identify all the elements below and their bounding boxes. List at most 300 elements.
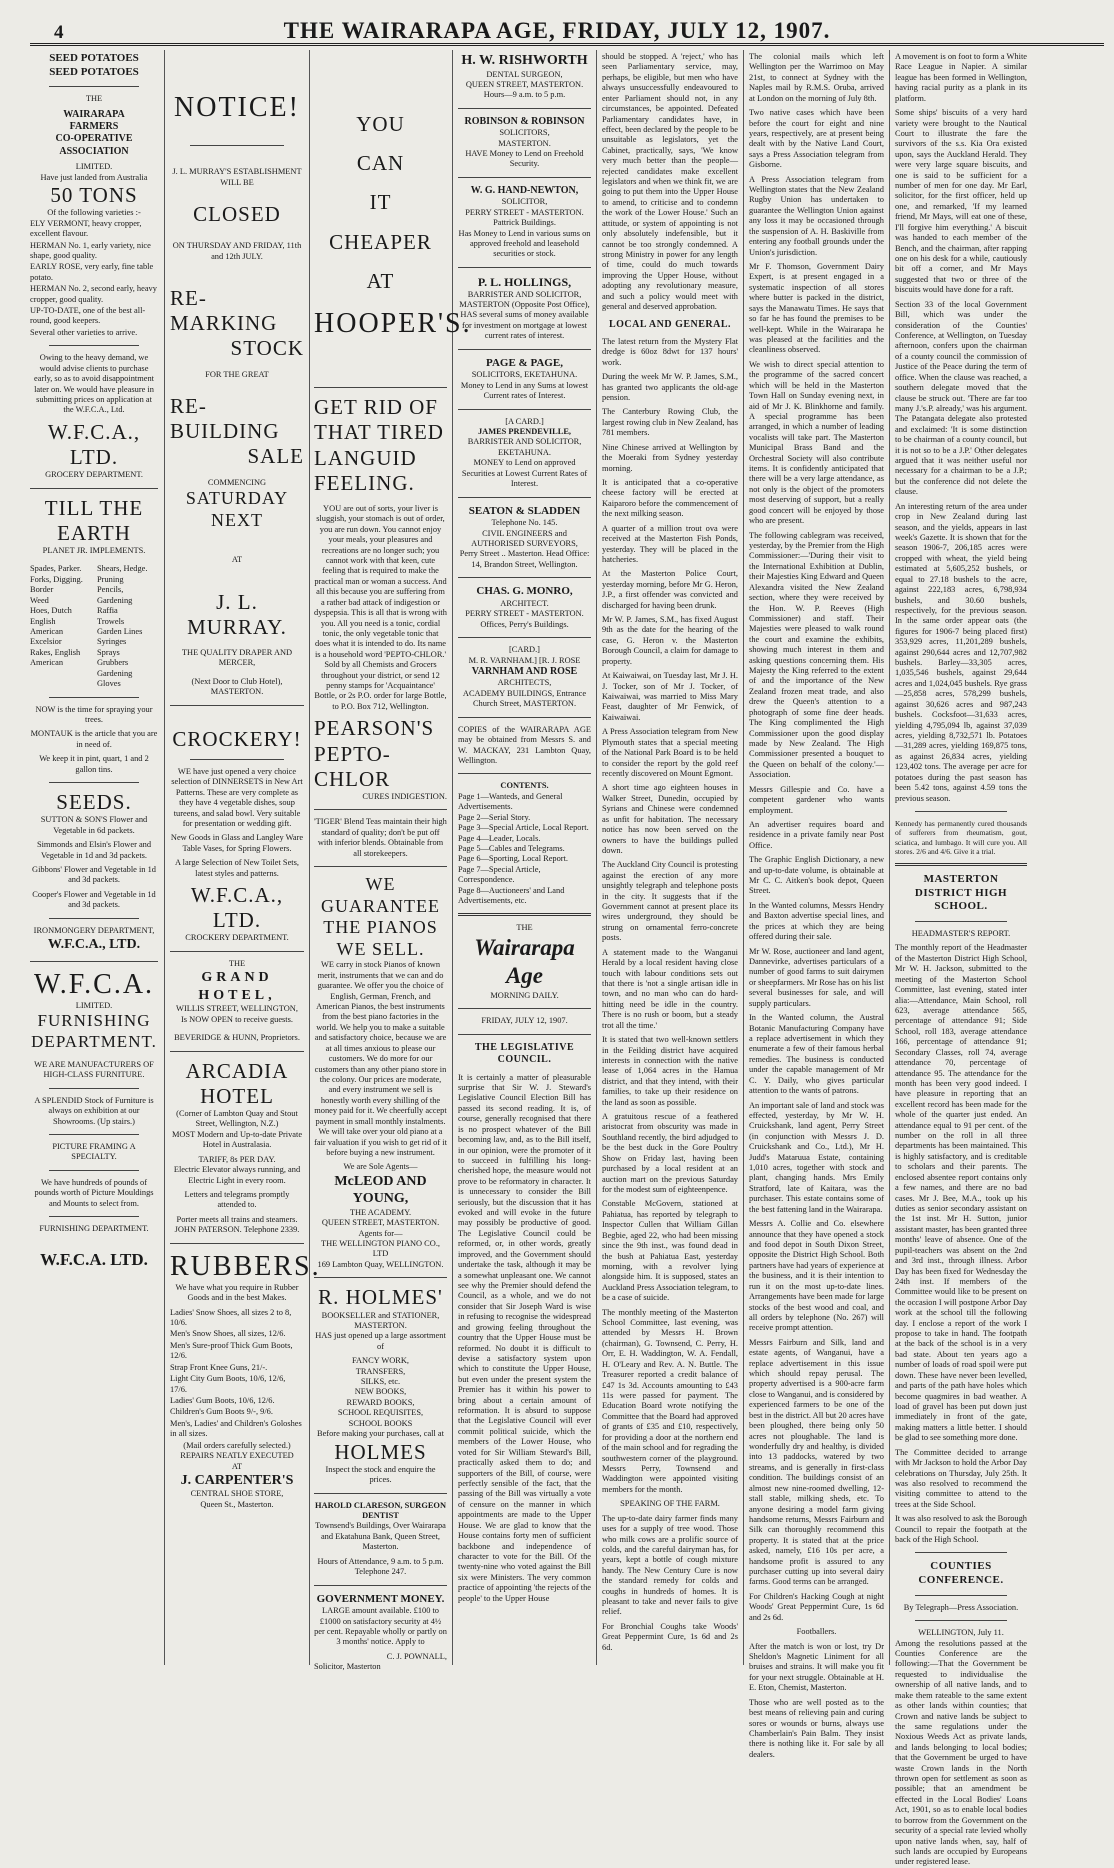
ad-heading: GET RID OF THAT TIRED LANGUID FEELING. [314, 395, 444, 495]
contents-heading: CONTENTS. [500, 781, 549, 791]
ad-heading: NOTICE! [174, 92, 300, 123]
list-item: Page 3—Special Article, Local Report. [458, 823, 589, 833]
list-item: Syringes [97, 637, 127, 647]
list-item: Shears, Hedge. [97, 564, 148, 574]
card-text: SOLICITOR, [501, 197, 548, 207]
divider [458, 349, 591, 350]
card-text: Hours—9 a.m. to 5 p.m. [483, 90, 566, 100]
list-item: Several other varieties to arrive. [30, 327, 138, 337]
wfca-potatoes-ad [30, 52, 158, 481]
ad-text: Solicitor, Masterton [314, 1662, 381, 1672]
card-hand-newton [458, 185, 591, 260]
ad-heading: SALE [247, 444, 304, 469]
news-item: A statement made to the Wanganui Herald by a local resident having close touch with labour conditions sets out that there is 'not a single artisan idle in town, and no man who can do hard-hitting need be idle in the country. There is no rush or boom, but a steady trot all the time.' [602, 947, 738, 1030]
ad-heading: FARMERS [69, 121, 119, 133]
ad-text: HAS just opened up a large assortment of [315, 1331, 446, 1351]
news-item: It is stated that two well-known settlers in the Feilding district have acquired interests in connection with the native lease of 1,064 acres in the Hamua district, and that they intend, with their families, to take up their residence on the land as soon as possible. [602, 1035, 738, 1107]
news-item: It was also resolved to ask the Borough Council to repair the footpath at the back of the High School. [895, 1514, 1027, 1545]
column-3-advertisements [314, 52, 472, 1672]
divider [915, 921, 1007, 922]
column-rule [596, 50, 597, 1665]
ad-heading: CLOSED [193, 202, 281, 227]
news-item: Mr W. Rose, auctioneer and land agent, Dannevirke, advertises particulars of a number of good farms to suit dairymen or sheepfarmers. Mr Rose has on his list several businesses for sale, and will supply particulars. [749, 946, 884, 1008]
leader-heading: THE LEGISLATIVE COUNCIL. [474, 1041, 575, 1066]
ad-text: GROCERY DEPARTMENT. [45, 470, 143, 480]
card-monro [458, 585, 591, 630]
list-item: Forks, Digging. [30, 574, 83, 584]
ad-heading: HOLMES [334, 1439, 427, 1464]
ad-text: WE have just opened a very choice selection of DINNERSETS in New Art Patterns. These are very complete as they have 4 vegetable dishes, soup tureens, and salad bowl. Very suitable for presentation or wedding gift. [171, 766, 303, 828]
ad-heading: W.F.C.A., LTD. [47, 937, 141, 953]
ad-text: New Goods in Glass and Langley Ware Table Vases, for Spring Flowers. [170, 833, 304, 853]
ad-text: Inspect the stock and enquire the prices. [325, 1464, 436, 1485]
ad-text: NOW is the time for spraying your trees. [35, 704, 153, 724]
ad-text: We keep it in pint, quart, 1 and 2 gallon tins. [39, 754, 149, 774]
grand-hotel-ad [170, 959, 304, 1044]
divider [458, 108, 591, 109]
ad-heading: J. L. MURRAY. [187, 589, 287, 639]
list-item: NEW BOOKS, [354, 1387, 407, 1397]
divider [314, 1493, 447, 1494]
news-item: The colonial mails which left Wellington per the Warrimoo on May 21st, to connect at Sydney with the Naples mail by R.M.S. Oruba, arrived at London on the morning of July 8th. [749, 52, 884, 103]
list-item: Men's, Ladies' and Children's Goloshes in all sizes. [170, 1418, 302, 1439]
list-item: Sprays [97, 647, 120, 657]
card-page [458, 357, 591, 402]
divider [458, 717, 591, 718]
holmes-ad [314, 1285, 447, 1485]
ad-text: Have just landed from Australia [40, 172, 148, 182]
ad-text: We have hundreds of pounds of pounds worth of Picture Mouldings and Mounts to select from. [34, 1177, 154, 1208]
ad-text: TARIFF, 8s PER DAY. [198, 1154, 276, 1164]
ad-text: CURES INDIGESTION. [362, 791, 447, 801]
paper-nameplate [458, 923, 591, 1001]
ad-text: LIMITED. [75, 1000, 113, 1010]
list-item: Pruning [97, 574, 124, 584]
masthead-rule [30, 43, 1104, 46]
ad-text: (Next Door to Club Hotel), MASTERTON. [191, 676, 283, 697]
card-text: Has Money to Lend in various sums on approved freehold and leasehold securities or stock. [458, 228, 591, 259]
rubber-goods-list [170, 1308, 304, 1440]
card-text: PERRY STREET - MASTERTON. Offices, Perry's Buildings. [465, 609, 584, 629]
column-rule [452, 50, 453, 1665]
list-item: Weed [30, 595, 49, 605]
divider [49, 1216, 139, 1217]
ad-text: Simmonds and Elsin's Flower and Vegetable in 1d and 3d packets. [36, 840, 152, 860]
divider [190, 145, 284, 146]
ad-heading: WAIRARAPA [63, 108, 125, 120]
news-item: It is anticipated that a co-operative cheese factory will be erected at Kaiparoro before the commencement of the next milking season. [602, 478, 738, 519]
tools-left [30, 564, 91, 689]
divider [170, 951, 304, 952]
divider [458, 267, 591, 268]
card-heading: ROBINSON & ROBINSON [464, 115, 585, 127]
local-general-heading: LOCAL AND GENERAL. [608, 318, 732, 330]
news-item: The monthly report of the Headmaster of the Masterton District High School, Mr W. H. Jackson, submitted to the meeting of the Masterton School Committee, last evening, stated inter alia:—Attendance, Main School, roll 623, average attendance 565, percentage of attendance 91; Side School, roll 183, average attendance 166, percentage of attendance 91; Secondary Classes, roll 74, average attendance 70, percentage of attendance 95. The attendance for the month has been very good indeed. I have pleasure in reporting that an excellent record has been made for the whole of the quarter just ended. An attendance equal to 91 per cent. of the number on the roll in all three departments has been maintained. This is highly satisfactory, and is creditable to scholars and their parents. The enclosed absentee report contains only a few names, and there are no bad cases. Mr J. Bee, M.A., took up his duties as senior secondary assistant on the 1st inst. Mr H. Sutton, junior assistant master, has been granted three months' leave of absence. One of the pupil-teachers was absent on the 2nd and 3rd inst., through illness. Arbor Day has been fixed for Wednesday the 24th inst. If members of the Committee would like to be present on the occasion I will postpone Arbor Day work at the school till the following day. I enclose a report of the work I propose to take in hand. The footpath at the back of the school is in a very bad state. About ten years ago a number of loads of road spoil were put down. These have never been levelled, and parts of the path have holes which become quagmires in bad weather. A load of gravel has been put down just immediately in front of the gate, making matters a little better. I should be glad to see something more done. [895, 943, 1027, 1443]
card-text: [CARD.] [509, 645, 540, 655]
divider [458, 409, 591, 410]
ad-heading: RE-MARKING [170, 286, 278, 336]
list-item: Page 5—Cables and Telegrams. [458, 843, 565, 853]
divider [458, 577, 591, 578]
card-varnham [458, 645, 591, 710]
card-robinson [458, 116, 591, 170]
list-item: Excelsior [30, 637, 62, 647]
ad-text: YOU are out of sorts, your liver is sluggish, your stomach is out of order, you are run down. You cannot enjoy your meals, your pleasures and recreations are no longer such; you cannot work with that keen, cute feeling that is required to make the practical man or woman a success. And all this because you are suffering from a rather bad attack of indigestion or dyspepsia. This is all that is wrong with you. All you need is a tonic, cordial tonic, the only vegetable tonic that does what it is intended to do. Its name is a household word 'PEPTO-CHLOR.' Sold by all Chemists and Grocers throughout your district, or send 12 penny stamps for 'Acquaintance' Bottle, or 2s P.O. order for large Bottle, to P.O. Box 712, Wellington. [314, 503, 447, 711]
divider [458, 913, 591, 916]
divider [314, 809, 447, 810]
ad-text: Owing to the heavy demand, we would advise clients to purchase early, so as to avoid disappointment later on. We would have pleasure in submitting prices on application at the W.F.C.A., Ltd. [34, 353, 154, 415]
ad-text: Before making your purchases, call at [317, 1429, 444, 1439]
list-item: Ladies' Snow Shoes, all sizes 2 to 8, 10/6. [170, 1307, 292, 1328]
news-item: A short time ago eighteen houses in Walker Street, Dunedin, occupied by Syrians and Chinese were condemned as unfit for habitation. The necessary notice has now been served on the owners to have the buildings pulled down. [602, 783, 738, 855]
card-hollings [458, 275, 591, 342]
card-text: ARCHITECT. [500, 598, 549, 608]
card-heading: VARNHAM AND ROSE [471, 666, 578, 678]
ad-text: THE [85, 94, 103, 104]
ad-heading: HOOPER'S. [314, 307, 472, 339]
ad-text: Is NOW OPEN to receive guests. [181, 1014, 293, 1024]
divider [314, 1277, 447, 1278]
list-item: FANCY WORK, [351, 1356, 410, 1366]
news-item: Constable McGovern, stationed at Pahiatua, has reported by telegraph to Inspector Cullen that William Gillan Begbie, aged 22, who had been missing since the 9th inst., was found dead in the bush at Pahiatua East, yesterday morning, with a revolver lying alongside him. It is supposed, states an Auckland Press Association telegram, to be a case of suicide. [602, 1199, 738, 1303]
ad-text: Of the following varieties :- [47, 208, 141, 218]
ad-heading: YOU [356, 112, 405, 136]
list-item: American [30, 658, 64, 668]
list-item: Rakes, English [30, 647, 81, 657]
card-text: CIVIL ENGINEERS and AUTHORISED SURVEYORS, [471, 528, 578, 549]
card-heading: H. W. RISHWORTH [461, 53, 588, 68]
card-text: PERRY STREET - MASTERTON. Pattrick Buildings. [465, 207, 584, 228]
telegraph-line: By Telegraph—Press Association. [903, 1602, 1019, 1612]
news-item: An interesting return of the area under crop in New Zealand during last season, and the yields, appears in last week's Gazette. It is shown that for the season 1906-7, 206,185 acres were cropped with wheat, the yield being estimated at 5,605,252 bushels, or equal to 27.18 bushels to the acre, against 222,183 acres, 6,798,934 bushels, and 30.60 bushels, respectively, for the previous season. In the same order appear oats (the figures for 1906-7 being placed first) 353,929 acres, 11,201,289 bushels, against 290,644 acres and 12,707,982 bushels. Barley—33,305 acres, 1,035,546 bushels, against 29,644 acres and 1,024,045 bushels. Rye grass—25,858 acres, 578,299 bushels, against 30,626 acres and 987,243 bushels. Cocksfoot—31,633 acres, yielding 4,795,094 lb, against 37,039 acres, yielding 8,732,571 lb. Potatoes—31,289 acres, yielding 169,875 tons, as against 26,834 acres, yielding 123,402 tons. The average per acre for potatoes during the past season has been 5.42 tons, against 4.59 tons the previous season. [895, 501, 1027, 803]
divider [895, 863, 1027, 866]
clareson-ad [314, 1501, 447, 1578]
news-item: Two native cases which have been before the court for eight and nine years, respectively, are at present being dealt with by the Native Land Court, says a Press Association telegram from Gisborne. [749, 108, 884, 170]
ad-text: C. J. POWNALL, [386, 1651, 447, 1661]
ad-heading: R. HOLMES' [318, 1285, 443, 1310]
ad-text: THE ACADEMY. [349, 1207, 412, 1217]
ad-text: Electric Elevator always running, and Electric Light in every room. [173, 1165, 301, 1185]
list-item: ELY VERMONT, heavy cropper, excellent flavour. [30, 218, 142, 239]
ad-text: Gibbons' Flower and Vegetable in 1d and 3d packets. [32, 864, 156, 885]
ad-heading: J. CARPENTER'S [180, 1472, 294, 1488]
ad-text: A SPLENDID Stock of Furniture is always on exhibition at our Showrooms. (Up stairs.) [34, 1095, 154, 1126]
ad-text: We are Sole Agents— [343, 1162, 418, 1172]
card-text: Money to Lend in any Sums at lowest Current rates of Interest. [460, 380, 589, 401]
news-item: The Committee decided to arrange with Mr Jackson to hold the Arbor Day celebrations on Thursday, July 25th. It was also resolved to recommend the visiting committee to attend to the trees at the Side School. [895, 1447, 1027, 1509]
news-item: Among the resolutions passed at the Counties Conference are the following:—That the Government be requested to individualise the ownership of all native lands, and to make them rateable to the same extent as other lands within counties; that Crown and native lands be subject to the same regulations under the Noxious Weeds Act as private lands, and lands belonging to local bodies; that the Government be urged to have waste Crown lands in the North thrown open for settlement as soon as possible; that an amendment be effected in the Local Bodies' Loans Act, 1901, so as to enable local bodies to borrow from the Government on the security of a special rate levied wholly upon native lands when, say, half of such lands are occupied by Europeans under registered lease. [895, 1638, 1027, 1867]
card-text: SOLICITORS, EKETAHUNA. [471, 370, 578, 380]
news-item: At Kaiwaiwai, on Tuesday last, Mr J. H. J. Tocker, son of Mr J. Tocker, of Kaiwaiwai, was married to Miss Mary Feast, daughter of Mr Fenwick, of Kaiwaiwai. [602, 671, 738, 722]
ad-heading: SEED POTATOES [49, 65, 139, 78]
ad-heading: IT [369, 190, 392, 215]
list-item: Hoes, Dutch [30, 606, 72, 616]
news-item: Messrs A. Collie and Co. elsewhere announce that they have opened a stock and food depot in South Dixon Street, opposite the District High School. Both partners have had years of experience at the business, and it is their intention to run it on the most up-to-date lines. Arrangements have been made for large stocks of the best wood and coal, and all orders by telephone (No. 267) will receive prompt attention. [749, 1219, 884, 1333]
divider [49, 782, 139, 783]
list-item: TRANSFERS, [355, 1366, 406, 1376]
divider [49, 1134, 139, 1135]
list-item: REWARD BOOKS, [346, 1397, 415, 1407]
ad-text: THE WELLINGTON PIANO CO., LTD [320, 1239, 441, 1259]
news-item: We wish to direct special attention to the programme of the sacred concert which will be held in the Masterton Town Hall on Sunday evening next, in aid of Mr J. K. Blinkhorne and family. A special programme has been arranged, in which a number of leading vocalists will take part. The Masterton Municipal Brass Band and the Orchestral Society will also contribute items. It is confidently anticipated that there will be a very large attendance, as not only is the object of the promoters most deserving of support, but a really good concert will be enjoyed by those who are present. [749, 359, 884, 526]
card-text: MASTERTON. [498, 138, 551, 148]
news-item: A movement is on foot to form a White Race League in Napier. A similar league has been formed in Wellington, having racial purity as a plank in its platform. [895, 52, 1027, 103]
list-item: Garden Lines [97, 626, 143, 636]
divider [190, 759, 284, 760]
news-item: The up-to-date dairy farmer finds many uses for a supply of tree wood. Those who milk cows are a prolific source of colds, and the careful dairyman has, for years, kept a bottle of cough mixture handy. The New Century Cure is now the standard remedy for colds and coughs in hundreds of homes. It is pleasant to take and never fails to give relief. [602, 1513, 738, 1617]
divider [170, 705, 304, 706]
ad-text: Agents for— [358, 1228, 403, 1238]
crockery-ad [170, 713, 304, 944]
card-heading: P. L. HOLLINGS, [477, 274, 572, 289]
ad-heading: CO-OPERATIVE [55, 133, 133, 145]
card-text: ARCHITECTS, [497, 678, 552, 688]
card-seaton [458, 505, 591, 571]
masthead-title: THE WAIRARAPA AGE, FRIDAY, JULY 12, 1907. [283, 18, 831, 43]
card-text: DENTAL SURGEON, [486, 69, 563, 79]
list-item: Page 7—Special Article, Correspondence. [458, 864, 541, 885]
divider [458, 773, 591, 774]
ad-text: AT [231, 1461, 243, 1471]
ad-heading: CAN [356, 151, 405, 176]
ad-heading: WE GUARANTEE THE PIANOS WE SELL. [321, 873, 440, 959]
card-text: HAS several sums of money available for investment on mortgage at lowest current rates of interest. [460, 310, 589, 341]
divider [170, 1051, 304, 1052]
ad-text: ON THURSDAY AND FRIDAY, 11th and 12th JULY. [172, 241, 302, 261]
card-rishworth [458, 52, 591, 101]
list-item: Page 2—Serial Story. [458, 812, 531, 822]
ad-text: Townsend's Buildings, Over Wairarapa and Ekatahuna Bank, Queen Street, Masterton. [315, 1521, 446, 1552]
list-item: Pencils, Gardening [97, 585, 133, 605]
contents-box [458, 781, 591, 906]
ad-text: 169 Lambton Quay, WELLINGTON. [317, 1259, 444, 1269]
ad-heading: AT [366, 268, 395, 293]
divider [30, 488, 158, 489]
list-item: SCHOOL REQUISITES, [337, 1408, 424, 1418]
tiger-tea-ad: 'TIGER' Blend Teas maintain their high standard of quality; don't be put off with inferior blends. Obtainable from all storekeepers. [314, 817, 447, 858]
news-item: In the Wanted columns, Messrs Hendry and Baxton advertise special lines, and the prices at which they are being offered during their sale. [749, 900, 884, 942]
ad-heading: W.F.C.A. [33, 968, 155, 1000]
column-rule [889, 50, 890, 1665]
news-item: For Children's Hacking Cough at night Woods' Great Peppermint Cure, 1s 6d and 2s 6d. [749, 1591, 884, 1622]
ad-text: MOST Modern and Up-to-date Private Hotel in Australasia. [171, 1129, 303, 1150]
list-item: SILKS, etc. [360, 1377, 401, 1387]
ad-text: COMMENCING [207, 477, 267, 487]
card-text: HAVE Money to Lend on Freehold Security. [465, 149, 584, 169]
hoopers-ad [314, 52, 472, 380]
column-2-advertisements [170, 52, 321, 1667]
ad-text: CENTRAL SHOE STORE, [190, 1489, 284, 1499]
card-text: BARRISTER AND SOLICITOR, [467, 289, 582, 299]
divider [49, 918, 139, 919]
card-prendeville [458, 417, 591, 490]
news-item: Mr W. P. James, S.M., has fixed August 9th as the date for the hearing of the case, G. Heron v. the Masterton Borough Council, a claim for damage to property. [602, 615, 738, 666]
divider [49, 697, 139, 698]
report-heading: HEADMASTER'S REPORT. [911, 929, 1011, 939]
list-item: Light City Gum Boots, 10/6, 12/6, 17/6. [170, 1374, 286, 1394]
news-item: In the Wanted column, the Austral Botanic Manufacturing Company have a replace advertisement in which they enumerate a few of their famous herbal remedies. The business is conducted under the capable management of Mr C. Y. Daily, who gives particular attention to the wants of patrons. [749, 1013, 884, 1096]
divider [458, 177, 591, 178]
card-text: SOLICITORS, [499, 128, 550, 138]
ad-heading: CHEAPER [329, 229, 432, 254]
list-item: American [30, 626, 64, 636]
news-item: An important sale of land and stock was effected, yesterday, by Mr W. H. Cruickshank, land agent, Perry Street (in conjunction with Messrs J. D. Cruickshank and Co., Ltd.), Mr H. Judd's Mataruua Estate, containing 1,010 acres, together with stock and plant, changing hands. Mrs Emily Stratford, late of Kaitara, was the purchaser. This estate contains some of the best fattening land in the Wairarapa. [749, 1100, 884, 1214]
wellington-dateline: WELLINGTON, July 11. [918, 1628, 1004, 1638]
list-item: Gardening Gloves [97, 668, 133, 689]
ad-heading: ARCADIA HOTEL [185, 1058, 289, 1108]
ad-text: BOOKSELLER and STATIONER, MASTERTON. [321, 1310, 440, 1330]
leader-text: It is certainly a matter of pleasurable surprise that Sir W. J. Steward's Legislative Council Election Bill has passed its second reading. It is, of course, generally recognised that there is no prospect whatever of the Bill becoming law, and, as to the Bill itself, in our opinion, were the promoter of it to succeed in fulfilling his long-cherished hope, the measure would not prove to be reformatory in character. It is unnecessary to consider the Bill seriously, but the discussion that it has evoked and will evoke in the future may possibly be productive of good. The Legislative Council could be reformed, or, in other words, greatly improved, and the Government should undertake the task, although it may be a somewhat unpleasant one. We cannot see why the Premier should defend the Council, as a whole, and we do not consider that Sir Joseph Ward is wise in refusing to recognise the widespread and growing feeling throughout the country that the Upper House must be reformed. No doubt it is difficult to devise a satisfactory system upon which to constitute the Upper House, but even under the present system the Premier has it within his power to bring about a certain amount of reformation. It is absurd to suppose that the Legislative Council will ever commit political suicide, which the members of the Lower House, who voted for Sir William Steward's Bill, practically asked them to do; and supporters of the Bill, of course, were perfectly sensible of the fact, that the passing of the Bill was virtually a vote of censure on the manner in which appointments are made to the Upper House. We are glad to know that the House contains forty men of sufficient backbone and independence of character to vote for the Bill. Of the twenty-nine who voted against the Bill six were Ministers. The very common practice of appointing 'the rejects of the people' to the Upper House [458, 1072, 591, 1603]
divider [170, 1243, 304, 1244]
ad-text: CROCKERY DEPARTMENT. [185, 933, 289, 943]
ad-text: WE ARE MANUFACTURERS OF HIGH-CLASS FURNITURE. [34, 1059, 154, 1080]
ad-text: LIMITED. [75, 162, 113, 172]
copies-notice: COPIES of the WAIRARAPA AGE may be obtained from Messrs S. and W. MACKAY, 231 Lambton Quay, Wellington. [458, 724, 591, 765]
pianos-ad [314, 874, 447, 1270]
ad-text: WILLIS STREET, WELLINGTON, [176, 1004, 298, 1014]
ad-text: WILL BE [220, 177, 254, 187]
pepto-chlor-ad [314, 395, 447, 802]
divider [458, 1034, 591, 1035]
card-heading: CHAS. G. MONRO, [476, 585, 573, 598]
list-item: SCHOOL BOOKS [348, 1418, 413, 1428]
news-item: A gratuitous rescue of a feathered aristocrat from obscurity was made in Southland recently, the bird adjudged to be the best duck in the Gore Poultry Show on Friday last, having been purchased by a local resident at an auction mart on the previous Saturday for the modest sum of eighteenpence. [602, 1112, 738, 1194]
ad-heading: PEPTO-CHLOR [314, 741, 391, 791]
ad-heading: ASSOCIATION [59, 145, 129, 157]
list-item: HERMAN No. 2, second early, heavy cropper, good quality. [30, 284, 157, 304]
ad-heading: STOCK [230, 336, 304, 361]
column-1-advertisements [30, 52, 158, 1667]
ad-text: WE carry in stock Pianos of known merit, instruments that we can and do guarantee. We offer you the choice of English, German, French, and American Pianos, the best instruments from the best piano factories in the world. We help you to make a suitable and satisfactory choice, because we are at all times anxious to please our customers. We do more for our customers than any other piano store in the colony. Our prices are moderate, and every instrument we sell is honestly worth every shilling of the money paid for it. We cheerfully accept payment in small monthly instalments. We will take over your old piano at a fair valuation if you wish to get rid of it before buying a new instrument. [314, 960, 447, 1157]
news-item: The Canterbury Rowing Club, the largest rowing club in New Zealand, has 781 members. [602, 407, 738, 438]
column-5-local-news [602, 52, 738, 1667]
card-text: QUEEN STREET, MASTERTON. [465, 79, 584, 89]
list-item: Page 6—Sporting, Local Report. [458, 854, 569, 864]
list-item: Strap Front Knee Guns, 21/-. [170, 1362, 268, 1372]
card-heading: JAMES PRENDEVILLE, [477, 427, 572, 437]
ad-heading: RUBBERS. [170, 1250, 321, 1282]
card-heading: SEATON & SLADDEN [468, 504, 581, 517]
divider [458, 497, 591, 498]
news-item: Messrs Fairburn and Silk, land and estate agents, of Wanganui, have a replace advertisement in this issue which should repay perusal. The property advertised is a 900-acre farm close to Wanganui, and is considered by experienced farmers to be one of the best in the district. All but 20 acres have been ploughed, there being only 50 acres not ploughable. The land is wonderfully dry and healthy, is divided into 13 paddocks, watered by two streams, and is generally in first-class condition. The buildings consist of an almost new nine-roomed dwelling, 12-stall stable, milking sheds, etc. To anyone desiring a model farm giving handsome returns, Messrs Fairburn and Silk can thoroughly recommend this property. It is stated that at the price asked, namely, £16 10s per acre, a handsome profit is assured to any purchaser cutting up into several dairy farms. Good terms can be arranged. [749, 1337, 884, 1587]
ad-text: REPAIRS NEATLY EXECUTED [180, 1451, 294, 1461]
list-item: Page 4—Leader, Locals. [458, 833, 541, 843]
government-money-ad [314, 1593, 447, 1673]
ad-heading: SEED POTATOES [49, 52, 139, 64]
news-item: For Bronchial Coughs take Woods' Great Peppermint Cure, 1s 6d and 2s 6d. [602, 1621, 738, 1652]
news-item: During the week Mr W. P. James, S.M., has granted two applicants the old-age pension. [602, 372, 738, 403]
ad-heading: RE-BUILDING [170, 394, 280, 444]
column-rule [309, 50, 310, 1665]
list-item: Grubbers [97, 658, 129, 668]
divider [458, 1008, 591, 1009]
ad-text: MONTAUK is the article that you are in need of. [30, 729, 158, 749]
ad-text: QUEEN STREET, MASTERTON. [321, 1218, 440, 1228]
divider [915, 1620, 1007, 1621]
news-item: Those who are well posted as to the best means of relieving pain and curing sores or wounds or burns, always use Chamberlain's Pain Balm. They insist there is nothing like it. For sale by all dealers. [749, 1697, 884, 1759]
page-number: 4 [54, 22, 64, 43]
list-item: Raffia [97, 606, 118, 616]
news-item: Mr F. Thomson, Government Dairy Expert, is at present engaged in a systematic inspection of all stores where butter is packed in the district, says the Manawatu Times. He says that so far he has found the premises to be well-kept. While in the Wairarapa he was pleased at the facilities and the cleanliness observed. [749, 262, 884, 355]
variety-list [30, 219, 158, 339]
ad-heading: SEEDS. [56, 790, 132, 815]
news-item: Some ships' biscuits of a very hard variety were brought to the Nautical Court to illustrate the fare the survivors of the s.s. Kia Ora existed upon, says the Auckland Herald. They were very large square biscuits, and one is said to be sufficient for a number of men for one day. Mr Earl, solicitor, for the first officer, held up one, and remarked, 'If my learned friend, Mr Mays, will eat one of these, I'll forgive him everything.' A biscuit was handed to each member of the Bench, and the chairman, after rapping one on his desk for a while, cautiously bit off a corner, and Mr Mays suggested that two or three of the biscuits would have done for a raft. [895, 108, 1027, 295]
list-item: Ladies' Gum Boots, 10/6, 12/6. [170, 1396, 275, 1406]
divider [49, 1088, 139, 1089]
card-heading: W. G. HAND-NEWTON, [470, 184, 579, 196]
column-rule [743, 50, 744, 1665]
kennedy-ad: Kennedy has permanently cured thousands of sufferers from rheumatism, gout, sciatica, and lumbago. It will cure you. All stores. 2/6 and 4/6. Give it a trial. [895, 818, 1027, 856]
nameplate-title: Wairarapa Age [474, 934, 575, 989]
divider [314, 387, 447, 388]
ad-heading: TILL THE EARTH [44, 495, 144, 545]
card-text: [A CARD.] [505, 416, 544, 426]
news-item: Section 33 of the local Government Bill, which was under the consideration of the Counties' Conference, at Wellington, on Tuesday afternoon, confers upon the chairman of a county council the commission of Justice of the Peace during the term of office. When the clause was reached, a southern delegate moved that the clause be struck out. 'There are far too many J.'s.P. already,' was his argument. The Patangata delegate also protested and exclaimed: 'It is some distinction to be chairman of a county council, but it is not so to be a J.P.' Other delegates argued that it was neither useful nor necessary for a chairman to be a J.P.; but the conference did not delete the clause. [895, 299, 1027, 497]
card-text: MONEY to Lend on approved Securities at Lowest Current Rates of Interest. [461, 458, 588, 489]
dateline: FRIDAY, JULY 12, 1907. [481, 1016, 568, 1026]
rubbers-ad [170, 1250, 321, 1511]
counties-heading: COUNTIES CONFERENCE. [918, 1560, 1004, 1587]
ad-text: THE [228, 958, 246, 968]
list-item: Men's Snow Shoes, all sizes, 12/6. [170, 1329, 286, 1339]
tools-list [30, 564, 158, 689]
ad-heading: HAROLD CLARESON, SURGEON DENTIST [315, 1500, 446, 1521]
list-item: Men's Sure-proof Thick Gum Boots, 12/6. [170, 1340, 293, 1361]
card-text: Perry Street .. Masterton. Head Office: 14, Brandon Street, Wellington. [459, 549, 590, 569]
news-item: The monthly meeting of the Masterton School Committee, last evening, was attended by Messrs H. Brown (chairman), G. Townsend, C. Perry, H. Orr, E. H. Waddington, W. A. Fendall, H. O'Leary and Rev. A. N. Buttle. The Treasurer reported a credit balance of £47 1s 3d. Accounts amounting to £43 11s were passed for payment. The Education Board wrote notifying the Committee that the Board had approved of grants of £35 and £10, respectively, for providing a door at the northern end of the main school and for regrading the southwestern corner of the playground. Messrs Perry, Townsend and Waddington were appointed visiting members for the month. [602, 1307, 738, 1494]
card-heading: PAGE & PAGE, [486, 356, 563, 369]
ad-text: BEVERIDGE & HUNN, Proprietors. [174, 1033, 300, 1043]
ad-heading: GRAND HOTEL, [198, 970, 276, 1003]
tools-right [97, 564, 158, 689]
ad-text: Cooper's Flower and Vegetable in 1d and 3d packets. [32, 889, 156, 910]
nameplate-subtitle: MORNING DAILY. [490, 990, 559, 1000]
ad-text: A large Selection of New Toilet Sets, latest styles and patterns. [174, 858, 299, 878]
divider [915, 811, 1007, 812]
list-item: Page 8—Auctioneers' and Land Advertisements, etc. [458, 885, 565, 906]
news-item: At the Masterton Police Court, yesterday morning, before Mr G. Heron, J.P., a first offender was convicted and discharged for having been drunk. [602, 569, 738, 610]
news-item: The following cablegram was received, yesterday, by the Premier from the High Commissioner:—'During their visit to the International Exhibition at Dublin, their Majesties King Edward and Queen Alexandra visited the New Zealand section, where they were received by the Hon. W. P. Reeves (High Commissioner) and staff. Their Majesties were pleased to walk round the court and examine the exhibits, showing much interest in them and asking questions concerning them. His Majesty the King referred to the extent of and the importance of the New Zealand frozen meat trade, and also drew the Queen's attention to a photograph of some fine deer heads. The King complimented the High Commissioner upon the good display made by New Zealand. The High Commissioner presented a bouquet to the Queen on behalf of the colony.'—Association. [749, 530, 884, 780]
column-rule [164, 50, 165, 1665]
news-item: A Press Association telegram from Wellington states that the New Zealand Rugby Union has undertaken to guarantee the Wellington Union against any loss it may be occasioned through the suspension of A. H. Baskiville from entering any football grounds under the Union's jurisdiction. [749, 174, 884, 257]
ad-text: We have what you require in Rubber Goods and in the best Makes. [175, 1282, 299, 1303]
divider [30, 961, 158, 962]
list-item: Page 1—Wanteds, and General Advertisements. [458, 791, 563, 812]
ad-heading: GOVERNMENT MONEY. [316, 1592, 445, 1605]
ad-text: Hours of Attendance, 9 a.m. to 5 p.m. Telephone 247. [317, 1556, 444, 1577]
card-text: MASTERTON (Opposite Post Office), [459, 300, 590, 310]
leader-continued: should be stopped. A 'reject,' who has seen Parliamentary service, may, perhaps, be eligible, but men who have always unsuccessfully endeavoured to enter Parliament should not, in any circumstances, be appointed. Defeated Parliamentary candidates have, in effect, been declared by the people to be unsuitable as legislators, yet the Cabinet, practically, says, 'We know very much better than the people—rejected candidates make excellent legislators and when we think fit, we are going to put them into the Upper House to amend, to criticise and to condemn the work of the Lower House.' Such an attitude, or system of appointing is not only absolutely indefensible, but it cannot be too strongly condemned. A strong Ministry in power for any length of time, could do much towards improving the Upper House, without adopting any revolutionary measure, and such a policy would meet with general and deserved approbation. [602, 52, 738, 312]
ad-heading: FURNISHING DEPARTMENT. [31, 1011, 157, 1051]
column-6-local-news [749, 52, 884, 1759]
list-item: UP-TO-DATE, one of the best all-round, good keepers. [30, 306, 146, 326]
ad-text: SUTTON & SON'S Flower and Vegetable in 6d packets. [40, 815, 148, 835]
ad-text: (Corner of Lambton Quay and Stout Street, Wellington, N.Z.) [176, 1108, 298, 1129]
divider [458, 637, 591, 638]
ad-text: IRONMONGERY DEPARTMENT, [33, 925, 155, 935]
divider [915, 1552, 1007, 1553]
news-item: A quarter of a million trout ova were received at the Masterton Fish Ponds, yesterday. They will be placed in the hatcheries. [602, 523, 738, 564]
card-text: ACADEMY BUILDINGS, Entrance Church Street, MASTERTON. [462, 688, 587, 709]
ad-text: AT [231, 555, 243, 565]
divider [49, 345, 139, 346]
murray-notice-ad [170, 52, 304, 698]
school-heading: MASTERTON DISTRICT HIGH SCHOOL. [914, 873, 1008, 913]
divider [49, 1170, 139, 1171]
list-item: Children's Gum Boots 9/-, 9/6. [170, 1407, 273, 1417]
ad-text: THE QUALITY DRAPER AND MERCER, [181, 648, 293, 668]
ad-heading: W.F.C.A. LTD. [40, 1249, 148, 1269]
